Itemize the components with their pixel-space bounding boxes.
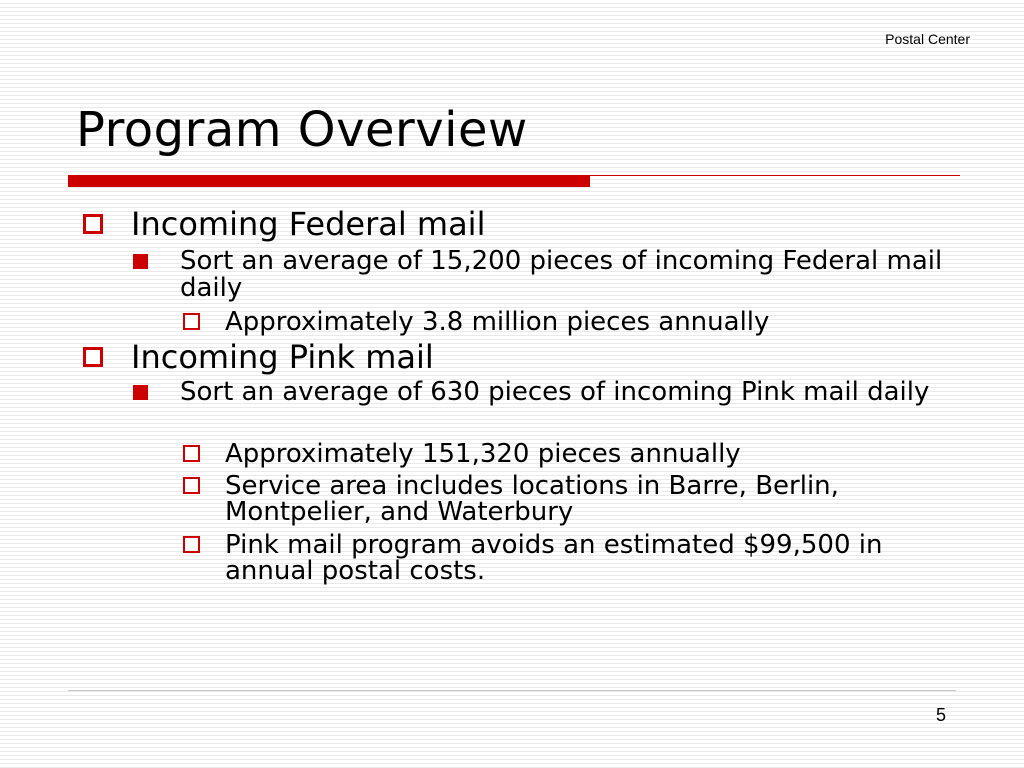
pink-savings: Pink mail program avoids an estimated $99,500 in annual postal costs. bbox=[225, 530, 883, 586]
title-rule-thin bbox=[590, 175, 960, 176]
federal-heading: Incoming Federal mail bbox=[131, 205, 486, 243]
page-number: 5 bbox=[935, 705, 946, 725]
title-rule-thick bbox=[68, 175, 590, 187]
hollow-square-bullet-icon bbox=[83, 214, 103, 234]
hollow-square-bullet-icon bbox=[183, 445, 200, 462]
hollow-square-bullet-icon bbox=[83, 347, 103, 367]
pink-annual: Approximately 151,320 pieces annually bbox=[225, 439, 741, 469]
federal-annual: Approximately 3.8 million pieces annually bbox=[225, 307, 770, 337]
slide-title: Program Overview bbox=[76, 102, 528, 158]
hollow-square-bullet-icon bbox=[183, 477, 200, 494]
solid-square-bullet-icon bbox=[133, 385, 148, 400]
pink-service-area: Service area includes locations in Barre, Berlin, Montpelier, and Waterbury bbox=[225, 471, 839, 527]
pink-heading: Incoming Pink mail bbox=[131, 338, 434, 376]
hollow-square-bullet-icon bbox=[183, 536, 200, 553]
header-label: Postal Center bbox=[885, 31, 970, 47]
pink-detail: Sort an average of 630 pieces of incoming Pink mail daily bbox=[180, 377, 930, 407]
federal-detail: Sort an average of 15,200 pieces of incoming Federal mail daily bbox=[180, 246, 943, 303]
hollow-square-bullet-icon bbox=[183, 313, 200, 330]
solid-square-bullet-icon bbox=[133, 254, 148, 269]
footer-rule bbox=[68, 690, 956, 691]
